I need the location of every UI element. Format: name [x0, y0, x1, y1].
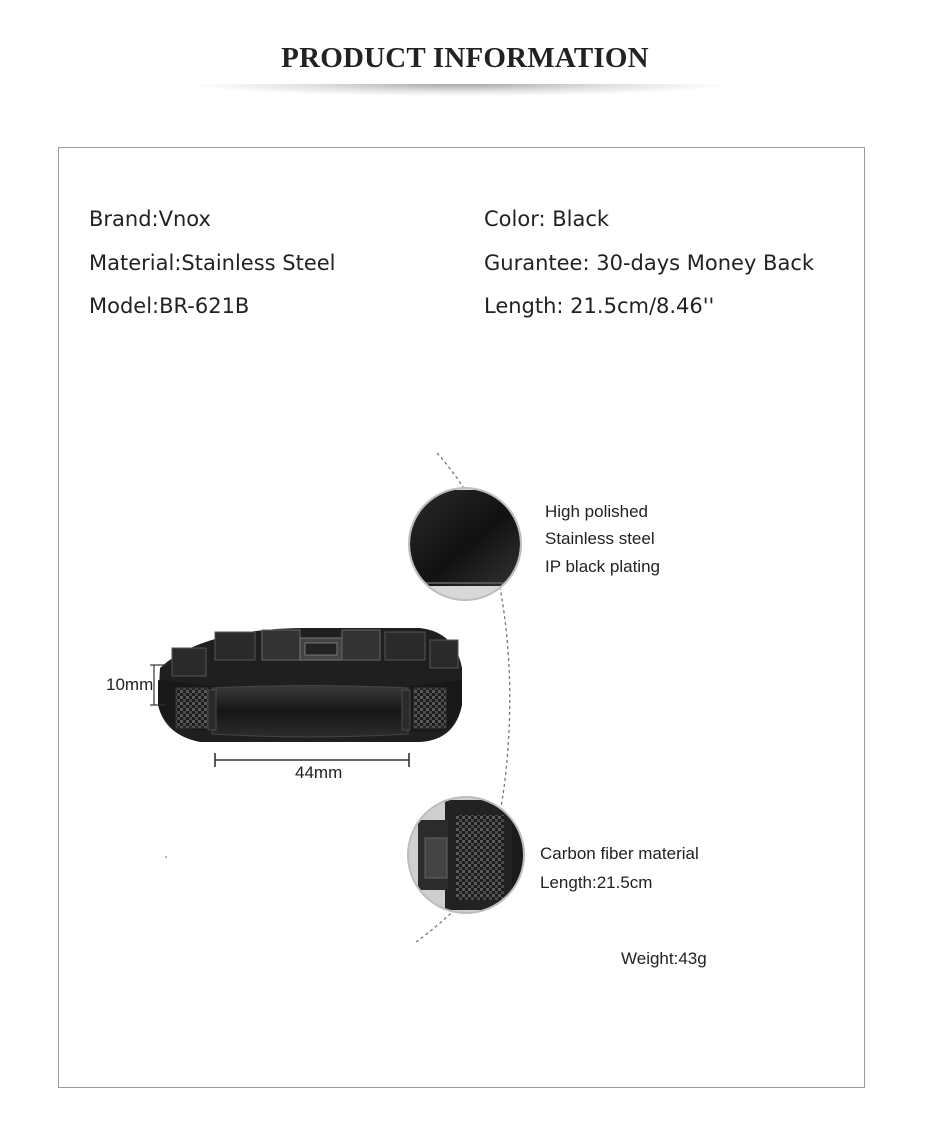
spec-model: Model:BR-621B: [89, 294, 250, 318]
bracelet-image: [158, 628, 462, 742]
spec-material: Material:Stainless Steel: [89, 251, 336, 275]
page-title: PRODUCT INFORMATION: [281, 42, 649, 74]
callout-carbon-line2: Length:21.5cm: [540, 873, 653, 892]
zoom-carbon-detail: [400, 790, 540, 920]
callout-plating-line3: IP black plating: [545, 557, 660, 576]
spec-color: Color: Black: [484, 207, 610, 231]
width-dimension-label: 44mm: [295, 763, 343, 782]
zoom-plating-detail: [400, 480, 540, 610]
weight-label: Weight:43g: [621, 949, 707, 968]
spec-brand: Brand:Vnox: [89, 207, 211, 231]
height-dimension-label: 10mm: [106, 675, 154, 694]
spec-guarantee: Gurantee: 30-days Money Back: [484, 251, 815, 275]
spec-length: Length: 21.5cm/8.46'': [484, 294, 715, 318]
callout-plating-line1: High polished: [545, 502, 649, 521]
callout-plating-line2: Stainless steel: [545, 529, 655, 548]
callout-carbon-line1: Carbon fiber material: [540, 844, 699, 863]
